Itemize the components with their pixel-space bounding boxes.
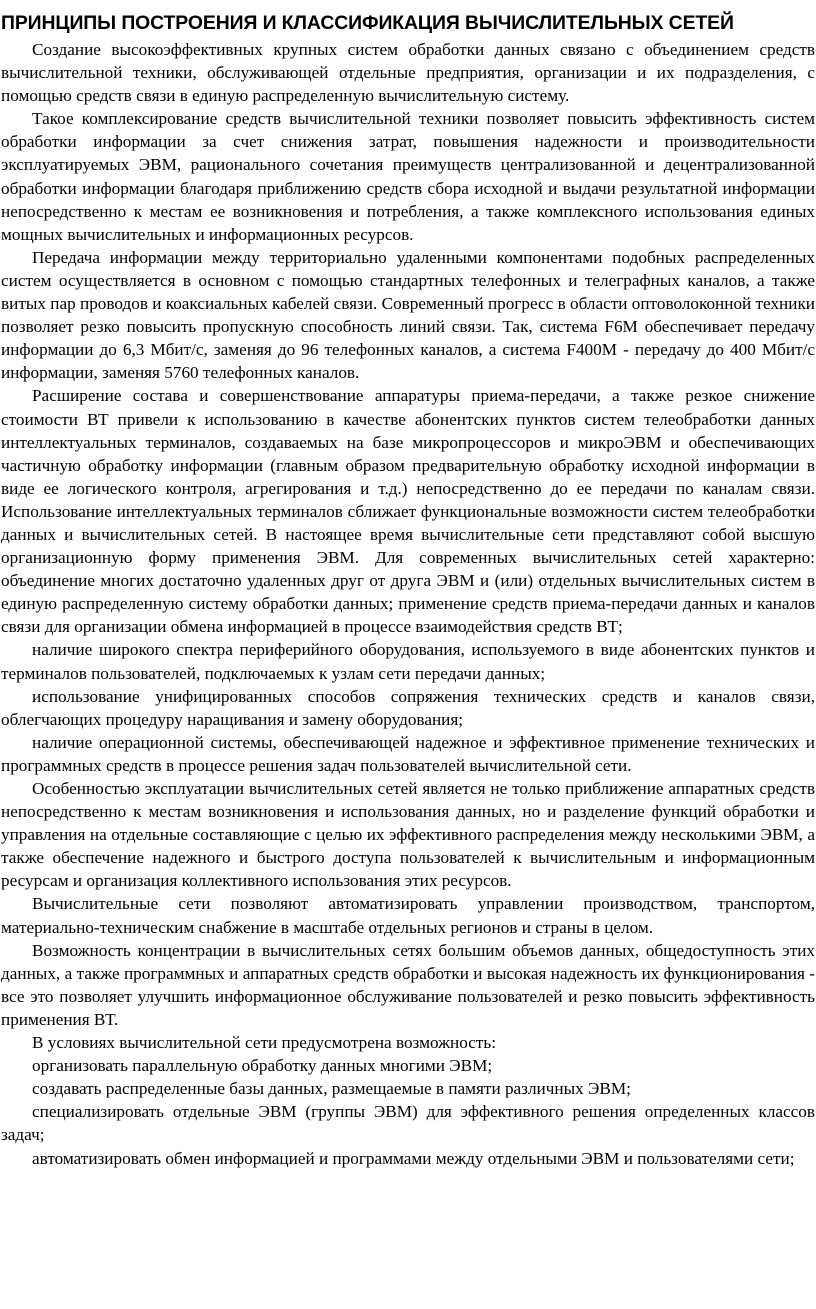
paragraph: Особенностью эксплуатации вычислительных сетей является не только приближение аппаратных средств непосредственно к местам возникновения и использования данных, но и разделение функций обработки и управления на отдельные составляющие с целью их эффективного распределения между несколькими ЭВМ, а также обеспечение надежного и быстрого доступа пользователей к вычислительным и информационным ресурсам и организация коллективного использования этих ресурсов. (1, 779, 815, 891)
paragraph: Такое комплексирование средств вычислительной техники позволяет повысить эффективность систем обработки информации за счет снижения затрат, повышения надежности и производительности эксплуатируемых ЭВМ, рационального сочетания преимуществ централизованной и децентрализованной обработки информации благодаря приближению средств сбора исходной и выдачи результатной информации непосредственно к местам ее возникновения и потребления, а также комплексного использования единых мощных вычислительных и информационных ресурсов. (1, 109, 815, 244)
list-item: организовать параллельную обработку данных многими ЭВМ; (32, 1056, 493, 1076)
paragraph: Передача информации между территориально удаленными компонентами подобных распределенных систем осуществляется в основном с помощью стандартных телефонных и телеграфных каналов, а также витых пар проводов и коаксиальных кабелей связи. Современный прогресс в области оптоволоконной техники позволяет резко повысить пропускную способность линий связи. Так, система F6M обеспечивает передачу информации до 6,3 Мбит/с, заменяя до 96 телефонных каналов, а система F400M - передачу до 400 Мбит/с информации, заменяя 5760 телефонных каналов. (1, 247, 815, 383)
list-item: создавать распределенные базы данных, размещаемые в памяти различных ЭВМ; (32, 1079, 631, 1099)
paragraph: Вычислительные сети позволяют автоматизировать управлении производством, транспортом, материально-техническим снабжение в масштабе отдельных регионов и страны в целом. (1, 894, 815, 937)
list-item: наличие широкого спектра периферийного оборудования, используемого в виде абонентских пунктов и терминалов пользователей, подключаемых к узлам сети передачи данных; (1, 640, 815, 683)
list-item: использование унифицированных способов сопряжения технических средств и каналов связи, облегчающих процедуру наращивания и замену оборудования; (1, 686, 815, 729)
document-title: ПРИНЦИПЫ ПОСТРОЕНИЯ И КЛАССИФИКАЦИЯ ВЫЧИСЛИТЕЛЬНЫХ СЕТЕЙ (1, 12, 734, 34)
document-body (1, 38, 815, 1170)
list-item: специализировать отдельные ЭВМ (группы ЭВМ) для эффективного решения определенных классов задач; (1, 1102, 815, 1145)
list-item: автоматизировать обмен информацией и программами между отдельными ЭВМ и пользователями сети; (32, 1148, 795, 1168)
paragraph: Расширение состава и совершенствование аппаратуры приема-передачи, а также резкое снижение стоимости ВТ привели к использованию в качестве абонентских пунктов систем телеобработки данных интеллектуальных терминалов, создаваемых на базе микропроцессоров и микроЭВМ и обеспечивающих частичную обработку информации (главным образом предварительную обработку исходной информации в виде ее логического контроля, агрегирования и т.д.) непосредственно до ее передачи по каналам связи. Использование интеллектуальных терминалов сближает функциональные возможности систем телеобработки данных и вычислительных сетей. В настоящее время вычислительные сети представляют собой высшую организационную форму применения ЭВМ. Для современных вычислительных сетей характерно: объединение многих достаточно удаленных друг от друга ЭВМ и (или) отдельных вычислительных систем в единую распределенную систему обработки данных; применение средств приема-передачи данных и каналов связи для организации обмена информацией в процессе взаимодействия средств ВТ; (1, 386, 815, 637)
paragraph: Создание высокоэффективных крупных систем обработки данных связано с объединением средств вычислительной техники, обслуживающей отдельные предприятия, организации и их подразделения, с помощью средств связи в единую распределенную вычислительную систему. (1, 40, 815, 106)
paragraph: В условиях вычислительной сети предусмотрена возможность: (32, 1033, 496, 1053)
paragraph: Возможность концентрации в вычислительных сетях большим объемов данных, общедоступность этих данных, а также программных и аппаратных средств обработки и высокая надежность их функционирования - все это позволяет улучшить информационное обслуживание пользователей и резко повысить эффективность применения ВТ. (1, 940, 815, 1029)
list-item: наличие операционной системы, обеспечивающей надежное и эффективное применение технических и программных средств в процессе решения задач пользователей вычислительной сети. (1, 732, 815, 775)
